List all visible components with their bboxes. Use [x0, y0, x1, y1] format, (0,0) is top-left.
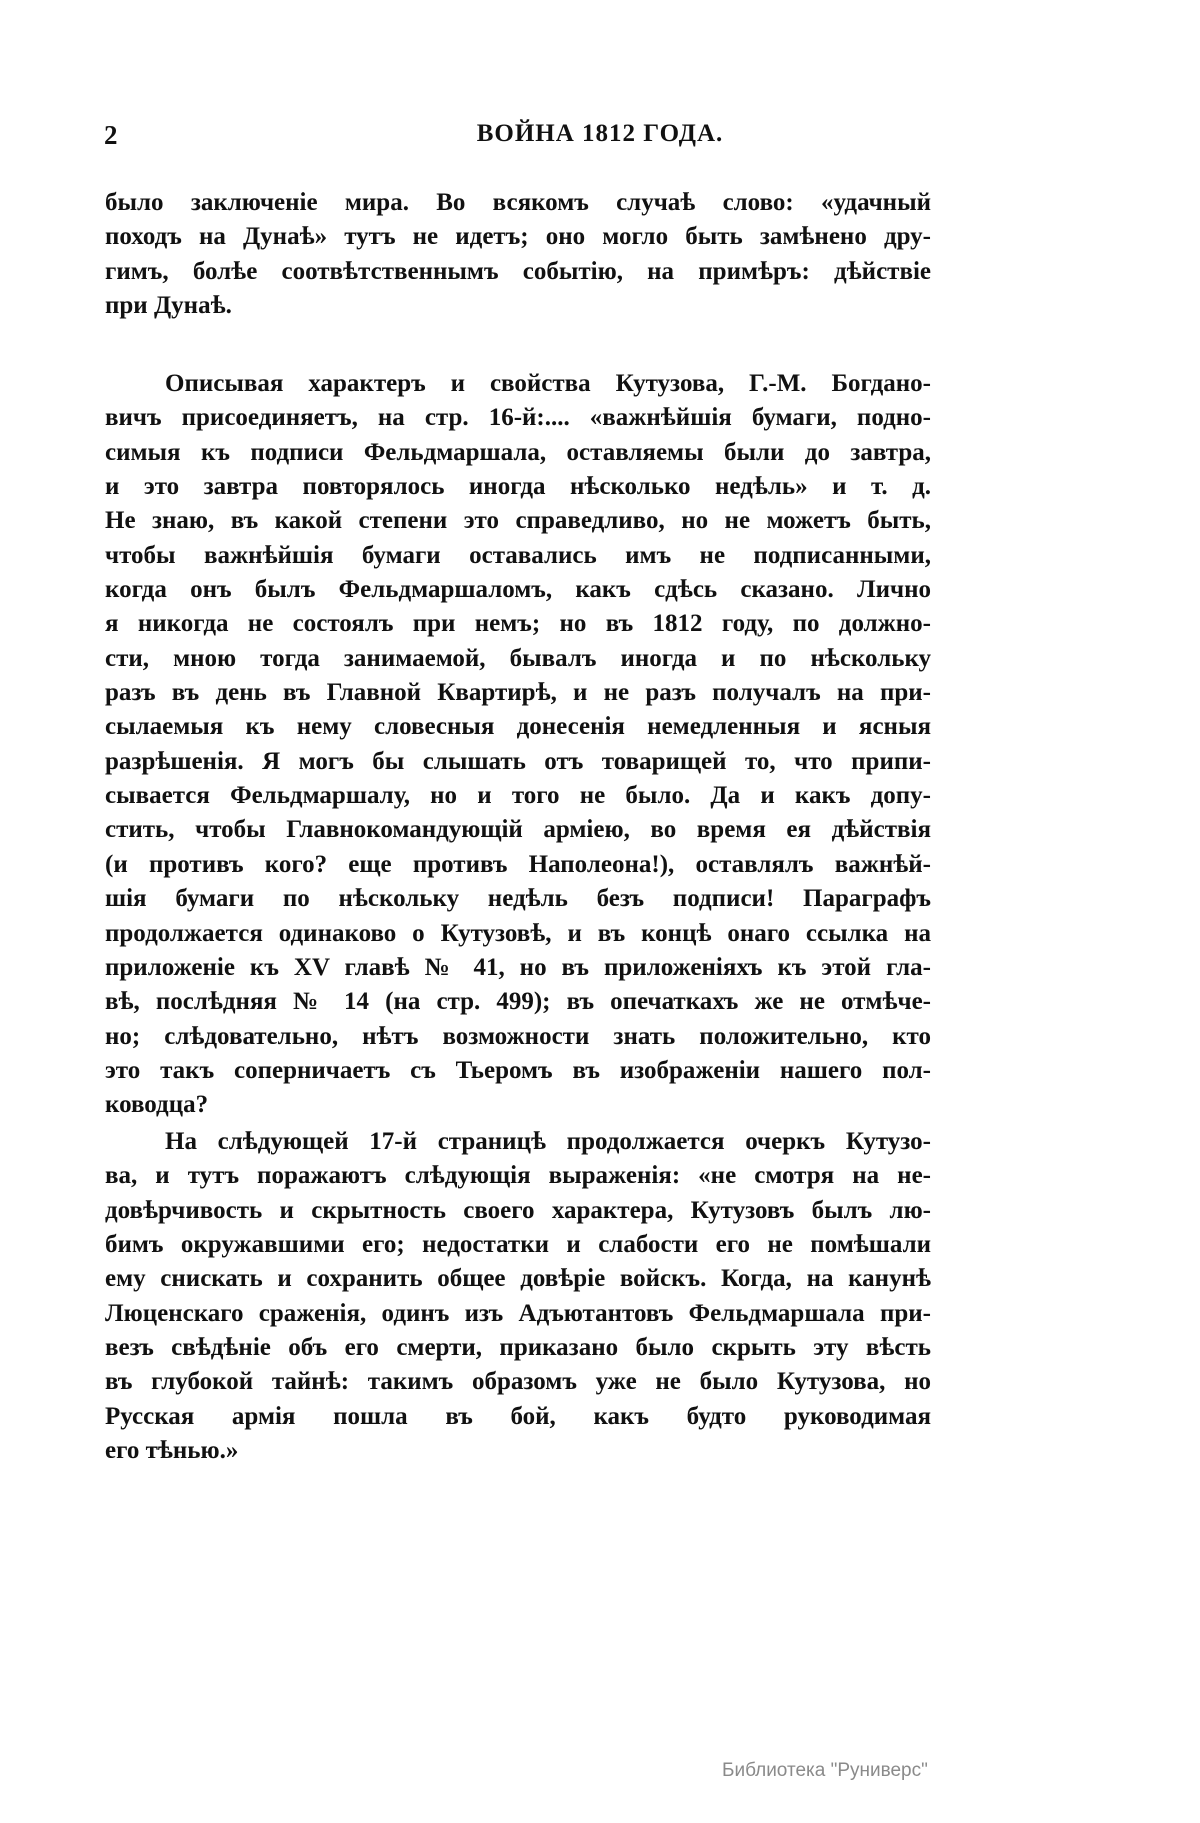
running-title: ВОЙНА 1812 ГОДА. [476, 120, 724, 147]
text-line: въ глубокой тайнѣ: такимъ образомъ уже не было Кутузова, но [105, 1368, 931, 1396]
text-line: его тѣнью.» [105, 1437, 239, 1465]
text-line: везъ свѣдѣніе объ его смерти, приказано было скрыть эту вѣсть [105, 1334, 931, 1362]
text-line: продолжается одинаково о Кутузовѣ, и въ концѣ онаго ссылка на [105, 919, 931, 947]
text-line: и это завтра повторялось иногда нѣсколько недѣль» и т. д. [105, 473, 931, 501]
text-line: но; слѣдовательно, нѣтъ возможности знать положительно, кто [105, 1022, 931, 1050]
text-line: бимъ окружавшими его; недостатки и слабости его не помѣшали [105, 1231, 931, 1259]
paragraph [105, 1125, 931, 1468]
text-line: приложеніе къ XV главѣ № 41, но въ приложеніяхъ къ этой гла- [105, 953, 931, 981]
text-line: ководца? [105, 1091, 209, 1119]
text-line: довѣрчивость и скрытность своего характера, Кутузовъ былъ лю- [105, 1196, 931, 1224]
text-line: сывается Фельдмаршалу, но и того не было. Да и какъ допу- [105, 782, 931, 810]
text-line: Русская армія пошла въ бой, какъ будто руководимая [105, 1402, 931, 1430]
library-watermark: Библиотека "Руниверс" [722, 1760, 928, 1781]
text-line: Люценскаго сраженія, одинъ изъ Адъютантовъ Фельдмаршала при- [105, 1299, 931, 1327]
text-line: разъ въ день въ Главной Квартирѣ, и не разъ получалъ на при- [105, 679, 931, 707]
text-line: разрѣшенія. Я могъ бы слышать отъ товарищей то, что припи- [105, 747, 931, 775]
text-line: шія бумаги по нѣскольку недѣль безъ подписи! Параграфъ [105, 885, 931, 913]
text-line: Описывая характеръ и свойства Кутузова, Г.-М. Богдано- [165, 370, 931, 397]
page-number: 2 [104, 120, 118, 150]
text-line: стить, чтобы Главнокомандующій арміею, во время ея дѣйствія [105, 816, 931, 844]
text-line: было заключеніе мира. Во всякомъ случаѣ слово: «удачный [105, 189, 931, 216]
text-line: чтобы важнѣйшія бумаги оставались имъ не подписанными, [105, 541, 931, 569]
text-line: я никогда не состоялъ при немъ; но въ 1812 году, по должно- [105, 610, 931, 638]
paragraph [105, 367, 931, 1123]
text-line: (и противъ кого? еще противъ Наполеона!), оставлялъ важнѣй- [105, 850, 931, 878]
text-line: сылаемыя къ нему словесныя донесенія немедленныя и ясныя [105, 713, 931, 741]
text-line: сти, мною тогда занимаемой, бывалъ иногда и по нѣскольку [105, 644, 931, 672]
text-line: ему снискать и сохранить общее довѣріе войскъ. Когда, на канунѣ [105, 1265, 931, 1293]
text-line: это такъ соперничаетъ съ Тьеромъ въ изображеніи нашего пол- [105, 1056, 931, 1084]
text-line: при Дунаѣ. [105, 292, 232, 320]
text-line: вичъ присоединяетъ, на стр. 16-й:.... «важнѣйшія бумаги, подно- [105, 404, 931, 432]
text-line: когда онъ былъ Фельдмаршаломъ, какъ сдѣсь сказано. Лично [105, 576, 931, 604]
text-line: гимъ, болѣе соотвѣтственнымъ событію, на примѣръ: дѣйствіе [105, 257, 931, 285]
text-line: Не знаю, въ какой степени это справедливо, но не можетъ быть, [105, 507, 931, 535]
paragraph [105, 186, 931, 323]
text-line: ва, и тутъ поражаютъ слѣдующія выраженія: «не смотря на не- [105, 1162, 931, 1190]
text-line: симыя къ подписи Фельдмаршала, оставляемы были до завтра, [105, 438, 931, 466]
text-line: На слѣдующей 17-й страницѣ продолжается очеркъ Кутузо- [165, 1128, 931, 1155]
text-line: вѣ, послѣдняя № 14 (на стр. 499); въ опечаткахъ же не отмѣче- [105, 988, 931, 1016]
text-line: походъ на Дунаѣ» тутъ не идетъ; оно могло быть замѣнено дру- [105, 223, 931, 251]
